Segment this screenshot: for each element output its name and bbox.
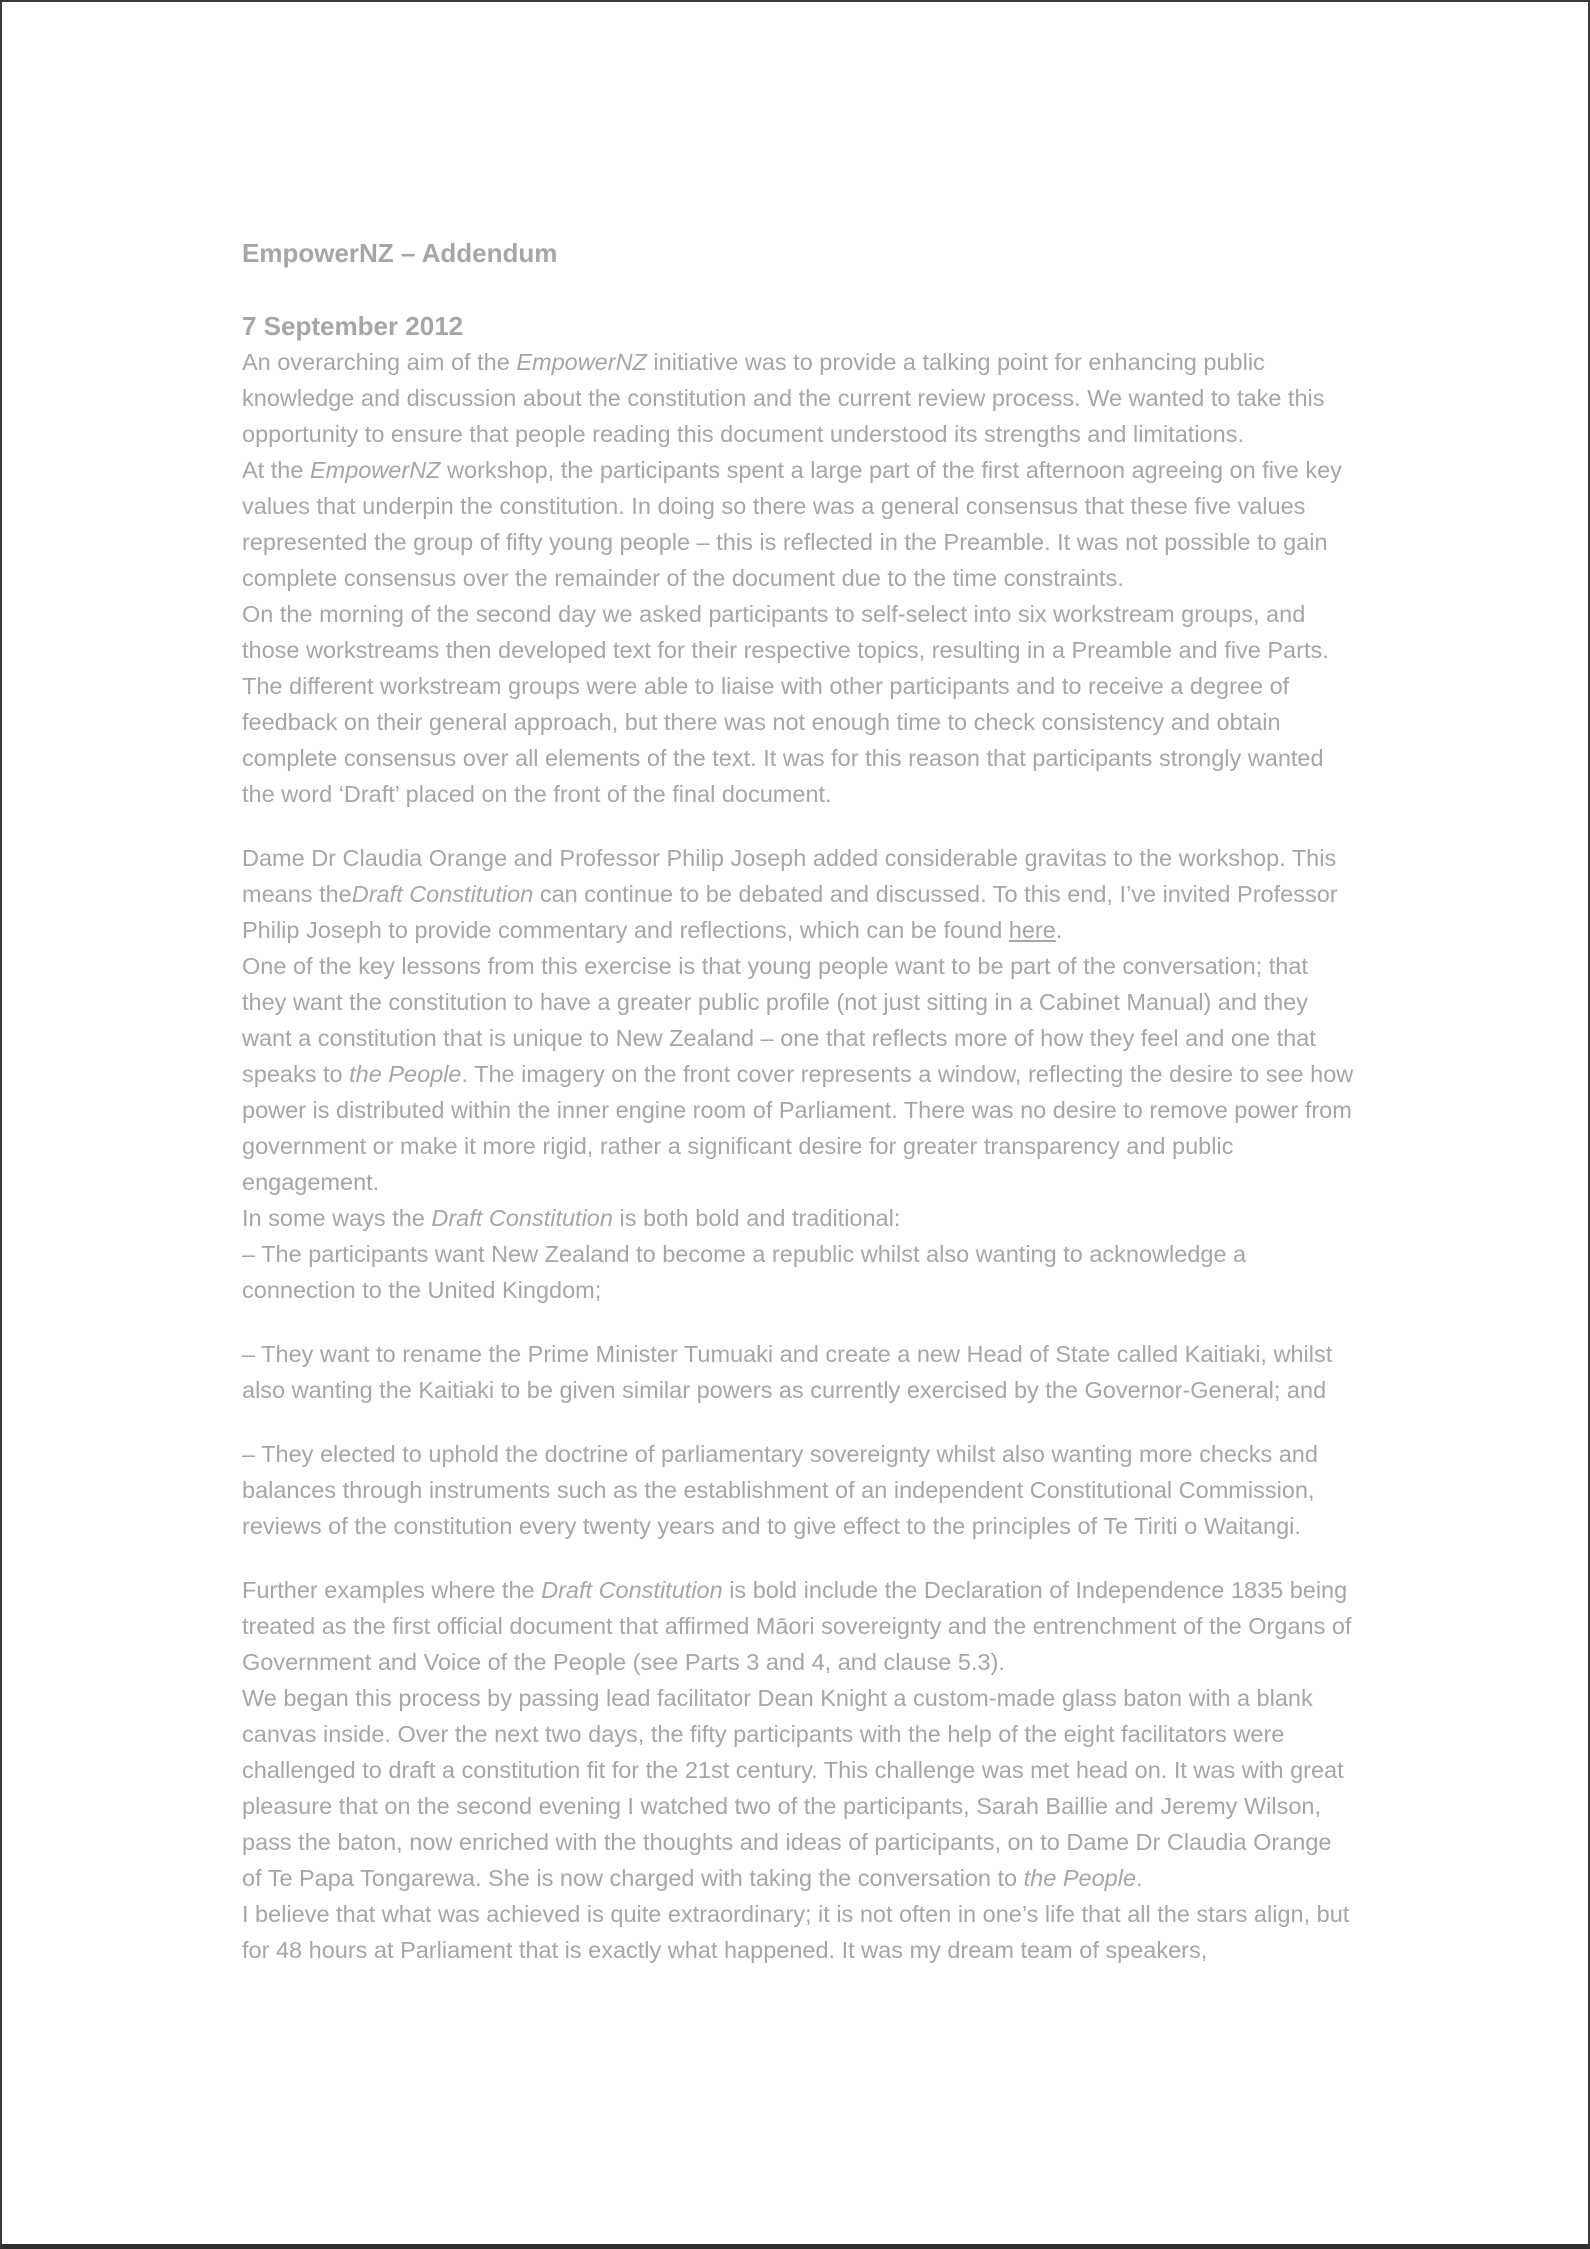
the-people-emphasis: the People (349, 1061, 462, 1087)
paragraph-text: is both bold and traditional: (612, 1205, 901, 1231)
paragraph-text: Further examples where the (242, 1577, 542, 1603)
draft-constitution-title: Draft Constitution (351, 881, 534, 907)
draft-constitution-title: Draft Constitution (431, 1205, 613, 1231)
initiative-name: EmpowerNZ (516, 349, 647, 375)
paragraph-workshop-values (242, 452, 1354, 596)
paragraph-text: One of the key lessons from this exercise is that young people want to be part of the conversation; that they want the constitution to have a greater public profile (not just sitting in a Cabinet Manual) and they want a constitution that is unique to New Zealand – one that reflects more of how they feel and one that speaks to (242, 953, 1316, 1087)
paragraph-text: At the (242, 457, 310, 483)
document-body (242, 235, 1354, 1968)
commentary-link[interactable]: here (1008, 917, 1056, 943)
paragraph-text: . (1136, 1865, 1143, 1891)
paragraph-text: workshop, the participants spent a large part of the first afternoon agreeing on five key values that underpin the constitution. In doing so there was a general consensus that these five values represented the group of fifty young people – this is reflected in the Preamble. It was not possible to gain complete consensus over the remainder of the document due to the time constraints. (242, 457, 1342, 591)
paragraph-workstreams: On the morning of the second day we asked participants to self-select into six workstream groups, and those workstreams then developed text for their respective topics, resulting in a Preamble and five Parts. The different workstream groups were able to liaise with other participants and to receive a degree of feedback on their general approach, but there was not enough time to check consistency and obtain complete consensus over all elements of the text. It was for this reason that participants strongly wanted the word ‘Draft’ placed on the front of the final document. (242, 601, 1329, 807)
list-item-sovereignty: – They elected to uphold the doctrine of parliamentary sovereignty whilst also wanting more checks and balances through instruments such as the establishment of an independent Constitutional Commission, reviews of the constitution every twenty years and to give effect to the principles of Te Tiriti o Waitangi. (242, 1441, 1318, 1539)
paragraph-further-examples (242, 1572, 1354, 1680)
paragraph-bold-traditional (242, 1200, 1354, 1236)
paragraph-overarching-aim (242, 344, 1354, 452)
paragraph-text: An overarching aim of the (242, 349, 517, 375)
paragraph-extraordinary: I believe that what was achieved is quite extraordinary; it is not often in one’s life that all the stars align, but for 48 hours at Parliament that is exactly what happened. It was my dream team of speakers, (242, 1901, 1350, 1963)
paragraph-text: Dame Dr Claudia Orange and Professor Philip Joseph added considerable gravitas to the workshop. This means the (242, 845, 1337, 907)
draft-constitution-title: Draft Constitution (541, 1577, 723, 1603)
paragraph-text: We began this process by passing lead facilitator Dean Knight a custom-made glass baton with a blank canvas inside. Over the next two days, the fifty participants with the help of the eight facilitators were challenged to draft a constitution fit for the 21st century. This challenge was met head on. It was with great pleasure that on the second evening I watched two of the participants, Sarah Baillie and Jeremy Wilson, pass the baton, now enriched with the thoughts and ideas of participants, on to Dame Dr Claudia Orange of Te Papa Tongarewa. She is now charged with taking the conversation to (242, 1685, 1344, 1891)
list-item-rename-pm: – They want to rename the Prime Minister Tumuaki and create a new Head of State called Kaitiaki, whilst also wanting the Kaitiaki to be given similar powers as currently exercised by the Governor-General; and (242, 1341, 1333, 1403)
paragraph-text: can continue to be debated and discussed. To this end, I’ve invited Professor Philip Joseph to provide commentary and reflections, which can be found (242, 881, 1338, 943)
document-date: 7 September 2012 (242, 311, 464, 341)
paragraph-text: is bold include the Declaration of Independence 1835 being treated as the first official document that affirmed Māori sovereignty and the entrenchment of the Organs of Government and Voice of the People (see Parts 3 and 4, and clause 5.3). (242, 1577, 1352, 1675)
list-item-republic: – The participants want New Zealand to become a republic whilst also wanting to acknowledge a connection to the United Kingdom; (242, 1241, 1247, 1303)
paragraph-text: In some ways the (242, 1205, 432, 1231)
the-people-emphasis: the People (1023, 1865, 1137, 1891)
document-title: EmpowerNZ – Addendum (242, 238, 558, 268)
paragraph-key-lessons (242, 948, 1354, 1200)
paragraph-text: . The imagery on the front cover represents a window, reflecting the desire to see how power is distributed within the inner engine room of Parliament. There was no desire to remove power from government or make it more rigid, rather a significant desire for greater transparency and public engagement. (242, 1061, 1354, 1195)
paragraph-glass-baton (242, 1680, 1354, 1896)
paragraph-text: . (1055, 917, 1063, 943)
initiative-name: EmpowerNZ (309, 457, 441, 483)
paragraph-text: initiative was to provide a talking point for enhancing public knowledge and discussion about the constitution and the current review process. We wanted to take this opportunity to ensure that people reading this document understood its strengths and limitations. (242, 349, 1325, 447)
paragraph-gravitas (242, 840, 1354, 948)
